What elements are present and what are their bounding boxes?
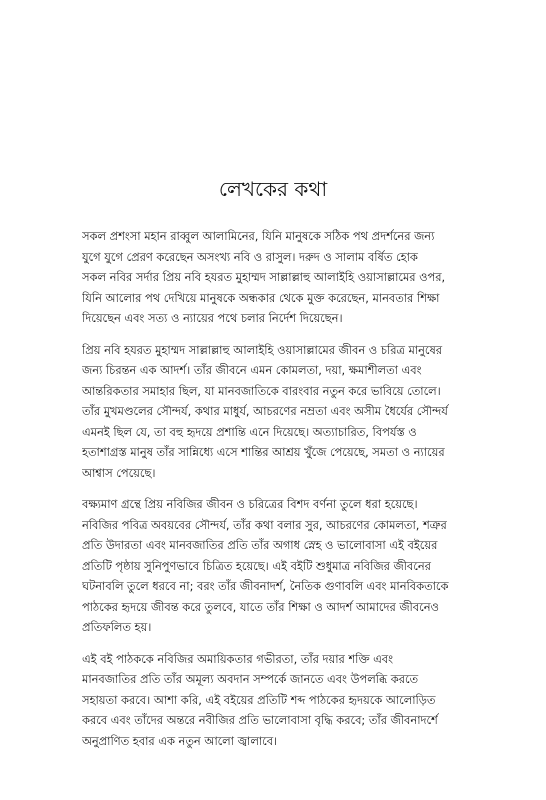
text-line: নবিজির পবিত্র অবয়বের সৌন্দর্য, তাঁর কথা বলার সুর, আচরণের কোমলতা, শত্রুর [82,517,447,532]
text-line: মানবজাতির প্রতি তাঁর অমূল্য অবদান সম্পর্কে জানতে এবং উপলব্ধি করতে [82,672,419,686]
text-line: হতাশাগ্রস্ত মানুষ তাঁর সান্নিধ্যে এসে শান্তির আশ্রয় খুঁজে পেয়েছে, সমতা ও ন্যায়ের [82,445,445,459]
text-line: করবে এবং তাঁদের অন্তরে নবীজির প্রতি ভালোবাসা বৃদ্ধি করবে; তাঁর জীবনাদর্শে [82,713,438,727]
text-line: দিয়েছেন এবং সত্য ও ন্যায়ের পথে চলার নির্দেশ দিয়েছেন। [82,311,343,325]
text-line: আশ্বাস পেয়েছে। [82,465,156,480]
text-line: অনুপ্রাণিত হবার এক নতুন আলো জ্বালাবে। [82,733,278,748]
text-line: বক্ষ্যমাণ গ্রন্থে প্রিয় নবিজির জীবন ও চরিত্রের বিশদ বর্ণনা তুলে ধরা হয়েছে। [82,497,418,511]
paragraph [82,649,482,752]
text-line: পাঠকের হৃদয়ে জীবন্ত করে তুলবে, যাতে তাঁর শিক্ষা ও আদর্শ আমাদের জীবনেও [82,599,439,614]
text-line: সকল প্রশংসা মহান রাব্বুল আলামিনের, যিনি মানুষকে সঠিক পথ প্রদর্শনের জন্য [82,229,435,243]
text-line: আন্তরিকতার সমাহার ছিল, যা মানবজাতিকে বারংবার নতুন করে ভাবিয়ে তোলে। [82,383,441,398]
text-line: এই বই পাঠককে নবিজির অমায়িকতার গভীরতা, তাঁর দয়ার শক্তি এবং [82,651,394,666]
text-line: সকল নবির সর্দার প্রিয় নবি হযরত মুহাম্মদ সাল্লাল্লাহু আলাইহি ওয়াসাল্লামের ওপর, [82,270,446,284]
text-line: প্রতিফলিত হয়। [82,620,152,634]
body-text [82,226,482,762]
text-line: যিনি আলোর পথ দেখিয়ে মানুষকে অন্ধকার থেকে মুক্ত করেছেন, মানবতার শিক্ষা [82,290,440,305]
text-line: ঘটনাবলি তুলে ধরবে না; বরং তাঁর জীবনাদর্শ, নৈতিক গুণাবলি এবং মানবিকতাকে [82,579,449,593]
text-line: প্রতিটি পৃষ্ঠায় সুনিপুণভাবে চিত্রিত হয়েছে। এই বইটি শুধুমাত্র নবিজির জীবনের [82,558,431,573]
text-line: এমনই ছিল যে, তা বহু হৃদয়ে প্রশান্তি এনে দিয়েছে। অত্যাচারিত, বিপর্যস্ত ও [82,424,417,439]
text-line: জন্য চিরন্তন এক আদর্শ। তাঁর জীবনে এমন কোমলতা, দয়া, ক্ষমাশীলতা এবং [82,363,422,377]
text-line: প্রতি উদারতা এবং মানবজাতির প্রতি তাঁর অগাধ স্নেহ ও ভালোবাসা এই বইয়ের [82,538,438,552]
text-line: সহায়তা করবে। আশা করি, এই বইয়ের প্রতিটি শব্দ পাঠকের হৃদয়কে আলোড়িত [82,692,436,707]
page-title: লেখকের কথা [218,177,328,201]
paragraph [82,226,482,329]
text-line: যুগে যুগে প্রেরণ করেছেন অসংখ্য নবি ও রাসুল। দরুদ ও সালাম বর্ষিত হোক [82,249,418,264]
text-line: তাঁর মুখমণ্ডলের সৌন্দর্য, কথার মাধুর্য, আচরণের নম্রতা এবং অসীম ধৈর্যের সৌন্দর্য [82,404,448,418]
paragraph [82,494,482,638]
paragraph [82,340,482,484]
text-line: প্রিয় নবি হযরত মুহাম্মদ সাল্লাল্লাহু আলাইহি ওয়াসাল্লামের জীবন ও চরিত্র মানুষের [82,342,443,357]
